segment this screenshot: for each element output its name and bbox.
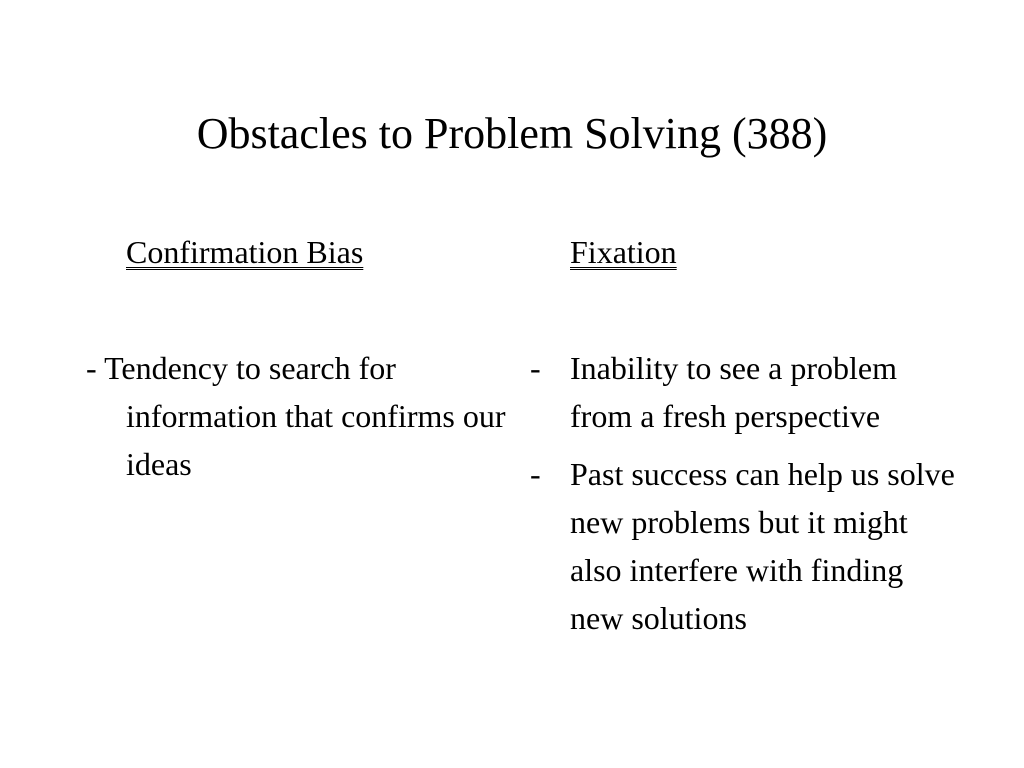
fixation-heading: Fixation	[570, 234, 677, 270]
confirmation-bias-bullets	[86, 344, 506, 488]
fixation-bullet-text: Past success can help us solve new problems but it might also interfere with finding new solutions	[570, 456, 955, 636]
fixation-bullet-text: Inability to see a problem from a fresh perspective	[570, 350, 898, 434]
fixation-bullets	[530, 344, 960, 652]
bullet-dash: -	[530, 456, 541, 492]
confirmation-bias-heading: Confirmation Bias	[126, 234, 364, 270]
fixation-bullet	[530, 344, 960, 440]
fixation-bullet	[530, 450, 960, 642]
bullet-dash: -	[530, 350, 541, 386]
slide-title: Obstacles to Problem Solving (388)	[196, 109, 828, 158]
confirmation-bias-bullet: - Tendency to search for information that confirms our ideas	[86, 350, 506, 482]
